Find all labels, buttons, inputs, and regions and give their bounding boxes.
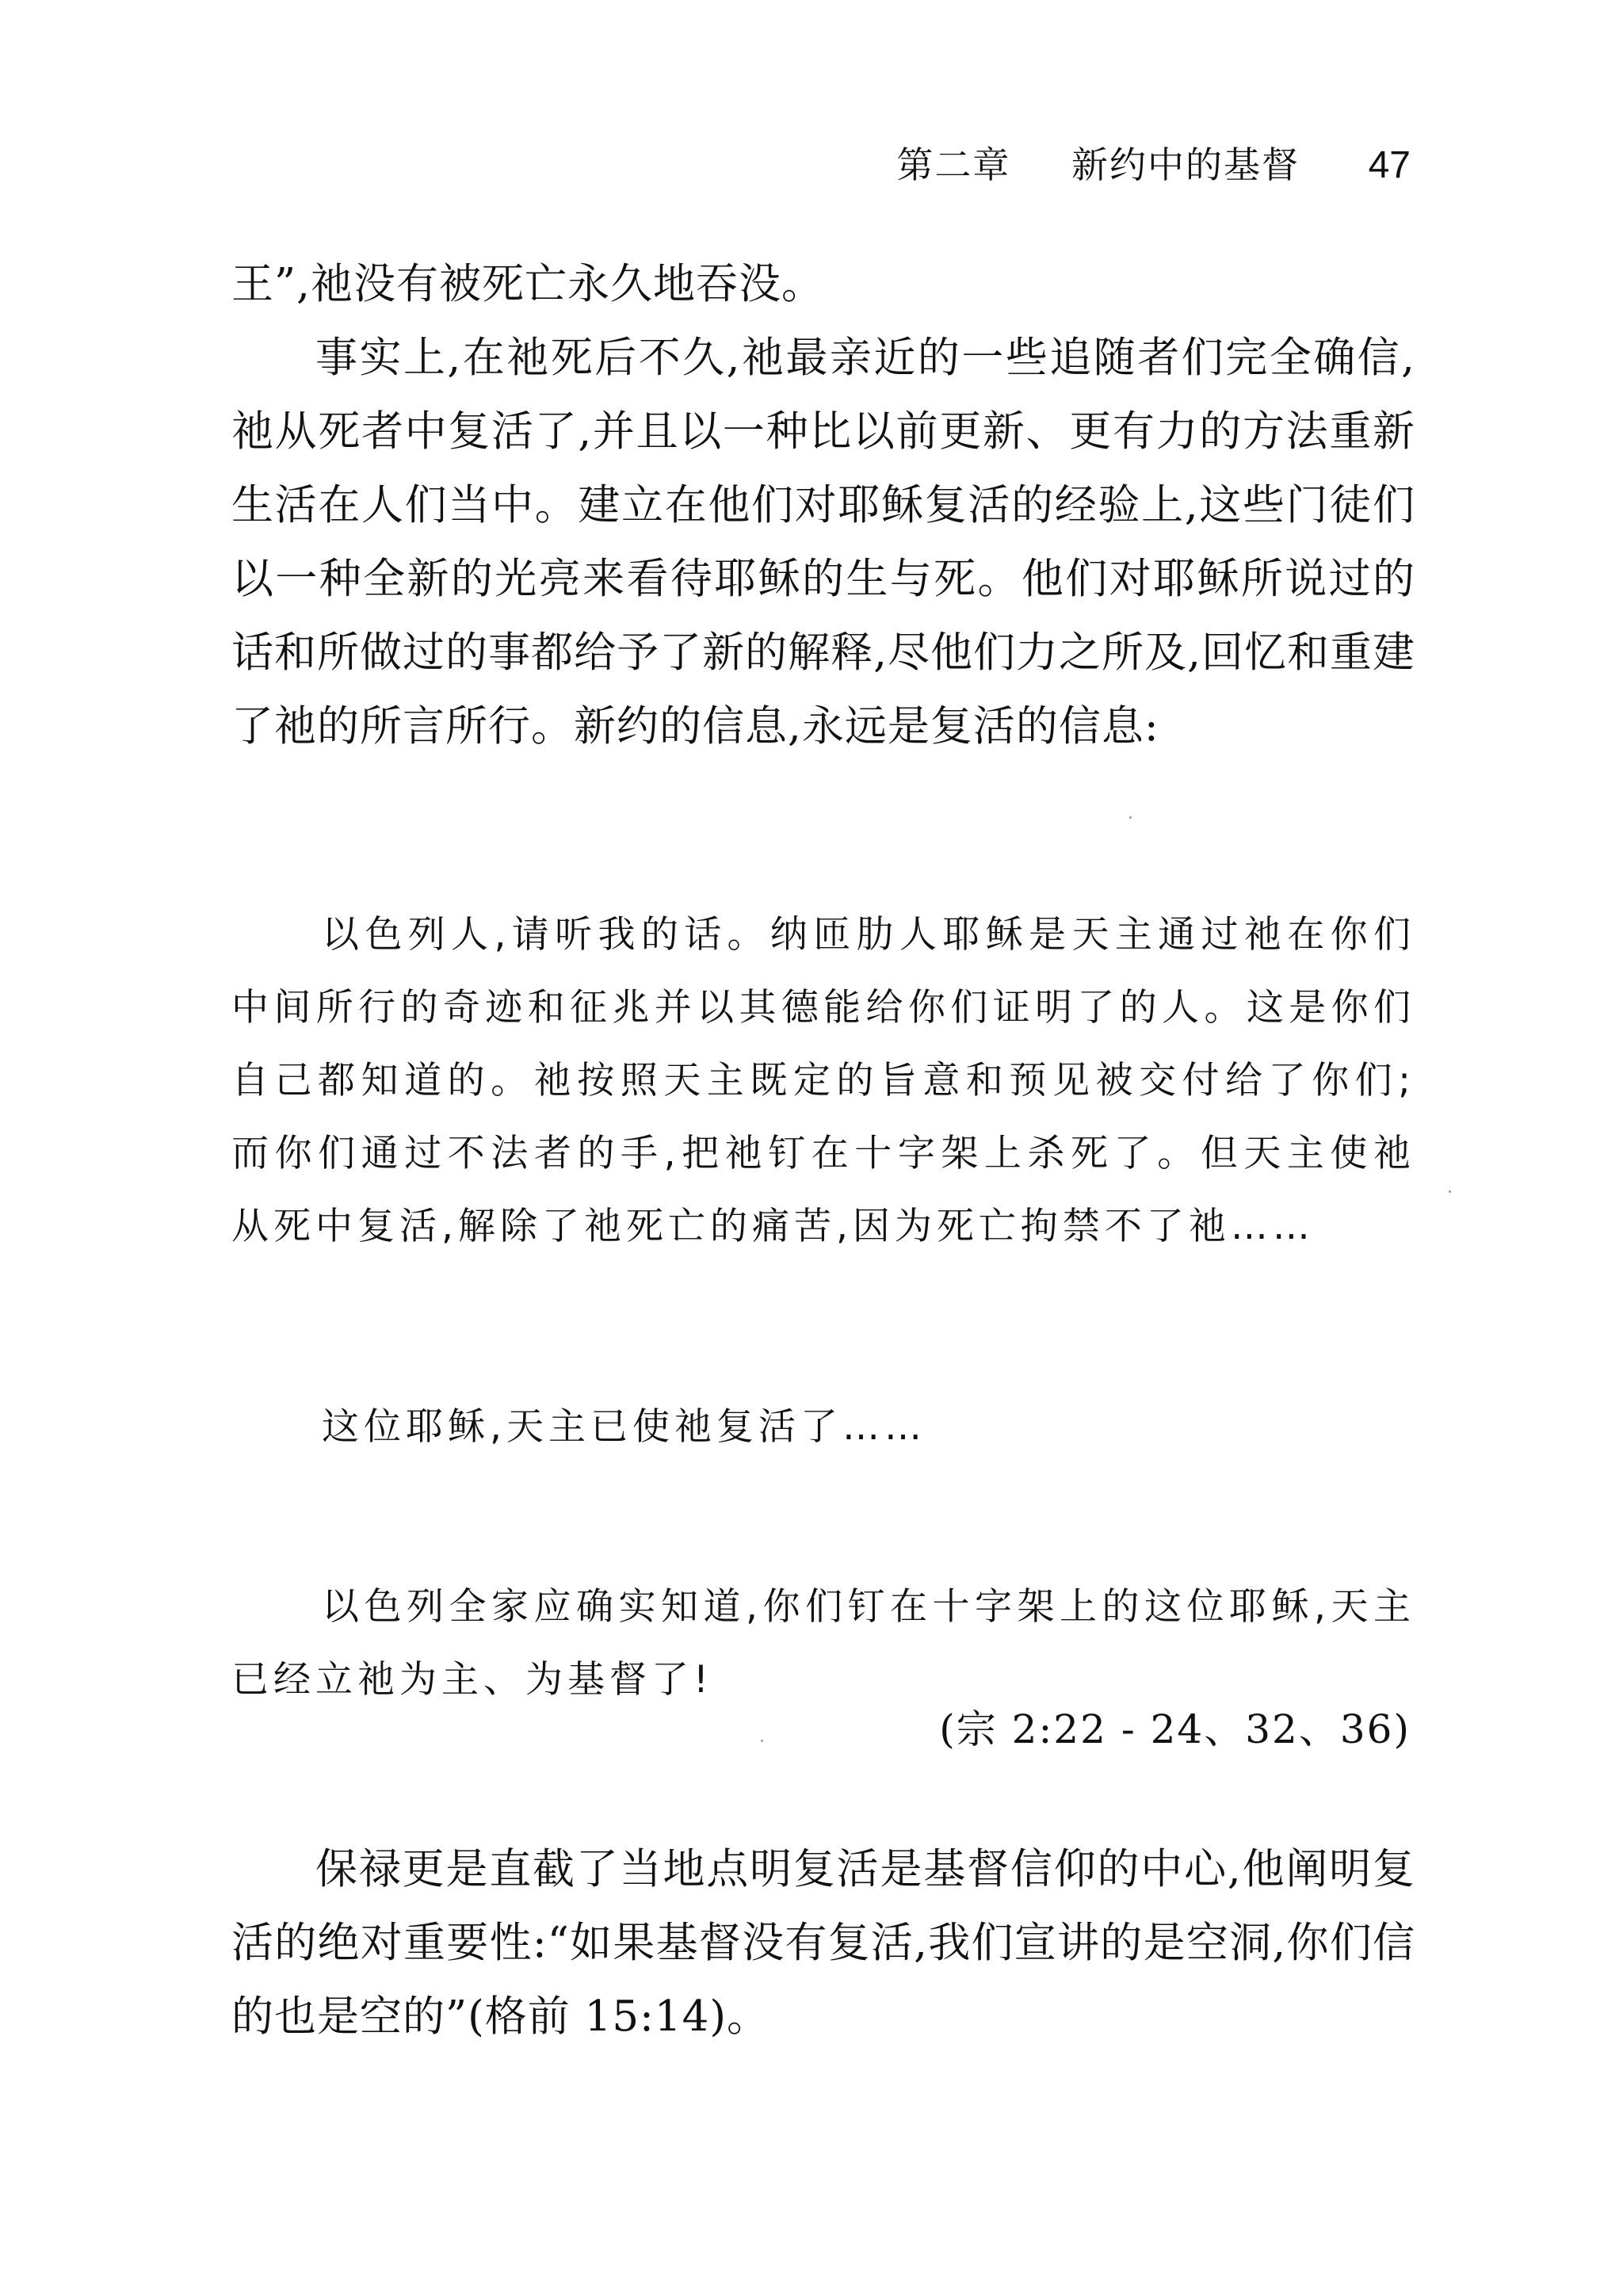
block-quote-2 bbox=[231, 1391, 1415, 1464]
quote-text: 以色列全家应确实知道,你们钉在十字架上的这位耶稣,天主已经立祂为主、为基督了! bbox=[231, 1585, 1415, 1702]
scan-speck bbox=[761, 1740, 763, 1742]
quote-text: 以色列人,请听我的话。纳匝肋人耶稣是天主通过祂在你们中间所行的奇迹和征兆并以其德能给你们证明了的人。这是你们自己都知道的。祂按照天主既定的旨意和预见被交付给了你们;而你们通过不法者的手,把祂钉在十字架上杀死了。但天主使祂从死中复活,解除了祂死亡的痛苦,因为死亡拘禁不了祂…… bbox=[231, 913, 1415, 1248]
paragraph-text: 事实上,在祂死后不久,祂最亲近的一些追随者们完全确信,祂从死者中复活了,并且以一种比以前更新、更有力的方法重新生活在人们当中。建立在他们对耶稣复活的经验上,这些门徒们以一种全新的光亮来看待耶稣的生与死。他们对耶稣所说过的话和所做过的事都给予了新的解释,尽他们力之所及,回忆和重建了祂的所言所行。新约的信息,永远是复活的信息: bbox=[231, 334, 1415, 751]
scan-speck bbox=[1449, 1190, 1451, 1193]
quote-text: 这位耶稣,天主已使祂复活了…… bbox=[322, 1405, 926, 1449]
paragraph-text: 王”,祂没有被死亡永久地吞没。 bbox=[231, 260, 824, 308]
chapter-label: 第二章 bbox=[896, 143, 1011, 186]
paragraph-paul bbox=[231, 1832, 1415, 2053]
block-quote-1 bbox=[231, 899, 1415, 1263]
page-number: 47 bbox=[1368, 144, 1411, 186]
paragraph-resurrection bbox=[231, 321, 1415, 763]
scripture-citation: (宗 2:22 - 24、32、36) bbox=[939, 1706, 1411, 1752]
paragraph-continuation bbox=[231, 247, 1415, 321]
scan-speck bbox=[1129, 816, 1132, 819]
chapter-title: 新约中的基督 bbox=[1071, 143, 1300, 186]
block-quote-3 bbox=[231, 1571, 1415, 1717]
paragraph-text: 保禄更是直截了当地点明复活是基督信仰的中心,他阐明复活的绝对重要性:“如果基督没有复活,我们宣讲的是空洞,你们信的也是空的”(格前 15:14)。 bbox=[231, 1845, 1415, 2041]
running-header bbox=[896, 136, 1411, 189]
